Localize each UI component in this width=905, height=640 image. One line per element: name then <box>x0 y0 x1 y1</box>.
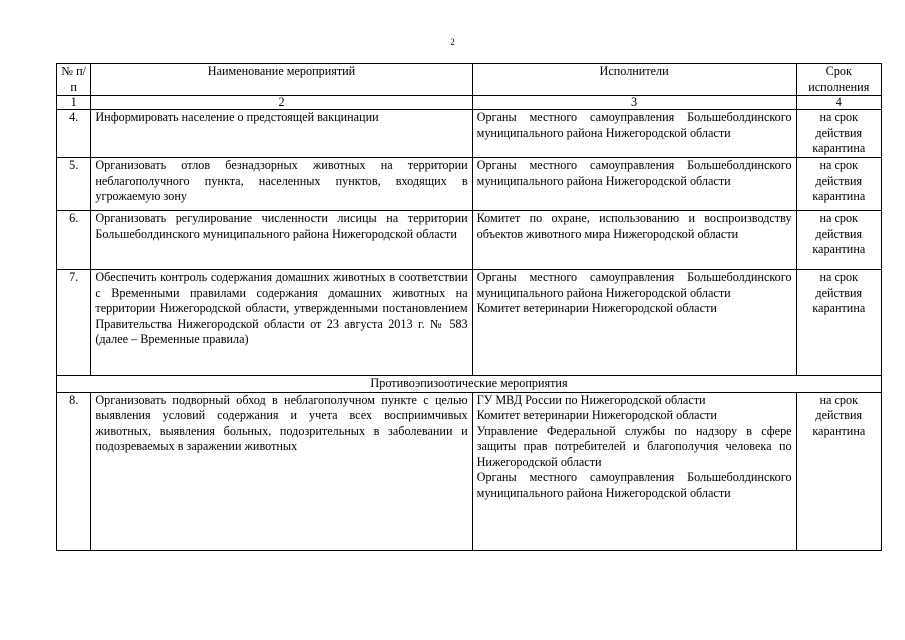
table-row <box>57 110 882 158</box>
section-title: Противоэпизоотические мероприятия <box>57 376 882 393</box>
measure-name: Организовать отлов безнадзорных животных на территории неблагополучного пункта, населенных пунктов, входящих в угрожаемую зону <box>91 158 472 211</box>
header-name: Наименование мероприятий <box>91 64 472 96</box>
term-cell: на срок действия карантина <box>796 158 881 211</box>
column-numbers-row <box>57 96 882 110</box>
executor: Комитет ветеринарии Нижегородской области <box>476 301 717 315</box>
executor: Комитет по охране, использованию и воспроизводству объектов животного мира Нижегородской области <box>476 211 792 241</box>
executors-cell <box>472 270 796 376</box>
term-cell: на срок действия карантина <box>796 110 881 158</box>
term-cell: на срок действия карантина <box>796 392 881 550</box>
executors-cell <box>472 158 796 211</box>
executor: Органы местного самоуправления Большеболдинского муниципального района Нижегородской области <box>476 270 792 300</box>
measure-name: Организовать подворный обход в неблагополучном пункте с целью выявления условий содержания и учета всех восприимчивых животных, выявления больных, подозрительных в заболевании и подозреваемых в заражении животных <box>91 392 472 550</box>
section-row <box>57 376 882 393</box>
header-num: № п/п <box>57 64 91 96</box>
row-number: 7. <box>57 270 91 376</box>
column-number: 1 <box>57 96 91 110</box>
header-executors: Исполнители <box>472 64 796 96</box>
term-cell: на срок действия карантина <box>796 270 881 376</box>
executors-cell <box>472 392 796 550</box>
table-header-row <box>57 64 882 96</box>
table-row <box>57 211 882 270</box>
executor: Органы местного самоуправления Большеболдинского муниципального района Нижегородской области <box>476 110 792 140</box>
header-term: Срок исполнения <box>796 64 881 96</box>
executor: Управление Федеральной службы по надзору в сфере защиты прав потребителей и благополучия человека по Нижегородской области <box>476 423 792 469</box>
measure-name: Организовать регулирование численности лисицы на территории Большеболдинского муниципального района Нижегородской области <box>91 211 472 270</box>
column-number: 3 <box>472 96 796 110</box>
table-row <box>57 392 882 550</box>
column-number: 2 <box>91 96 472 110</box>
executor: Органы местного самоуправления Большеболдинского муниципального района Нижегородской области <box>476 158 792 188</box>
column-number: 4 <box>796 96 881 110</box>
executors-cell <box>472 211 796 270</box>
executor: ГУ МВД России по Нижегородской области <box>476 392 706 407</box>
row-number: 5. <box>57 158 91 211</box>
measure-name: Обеспечить контроль содержания домашних животных в соответствии с Временными правилами содержания домашних животных на территории Нижегородской области, утвержденными постановлением Правительства Нижегородской области от 23 августа 2013 г. № 583 (далее – Временные правила) <box>91 270 472 376</box>
table-row <box>57 158 882 211</box>
row-number: 6. <box>57 211 91 270</box>
measures-table <box>56 63 882 551</box>
executors-cell <box>472 110 796 158</box>
row-number: 4. <box>57 110 91 158</box>
table-row <box>57 270 882 376</box>
executor: Комитет ветеринарии Нижегородской области <box>476 408 717 422</box>
term-cell: на срок действия карантина <box>796 211 881 270</box>
executor: Органы местного самоуправления Большеболдинского муниципального района Нижегородской области <box>476 470 792 500</box>
page-number: 2 <box>450 37 455 47</box>
measure-name: Информировать население о предстоящей вакцинации <box>91 110 472 158</box>
row-number: 8. <box>57 392 91 550</box>
